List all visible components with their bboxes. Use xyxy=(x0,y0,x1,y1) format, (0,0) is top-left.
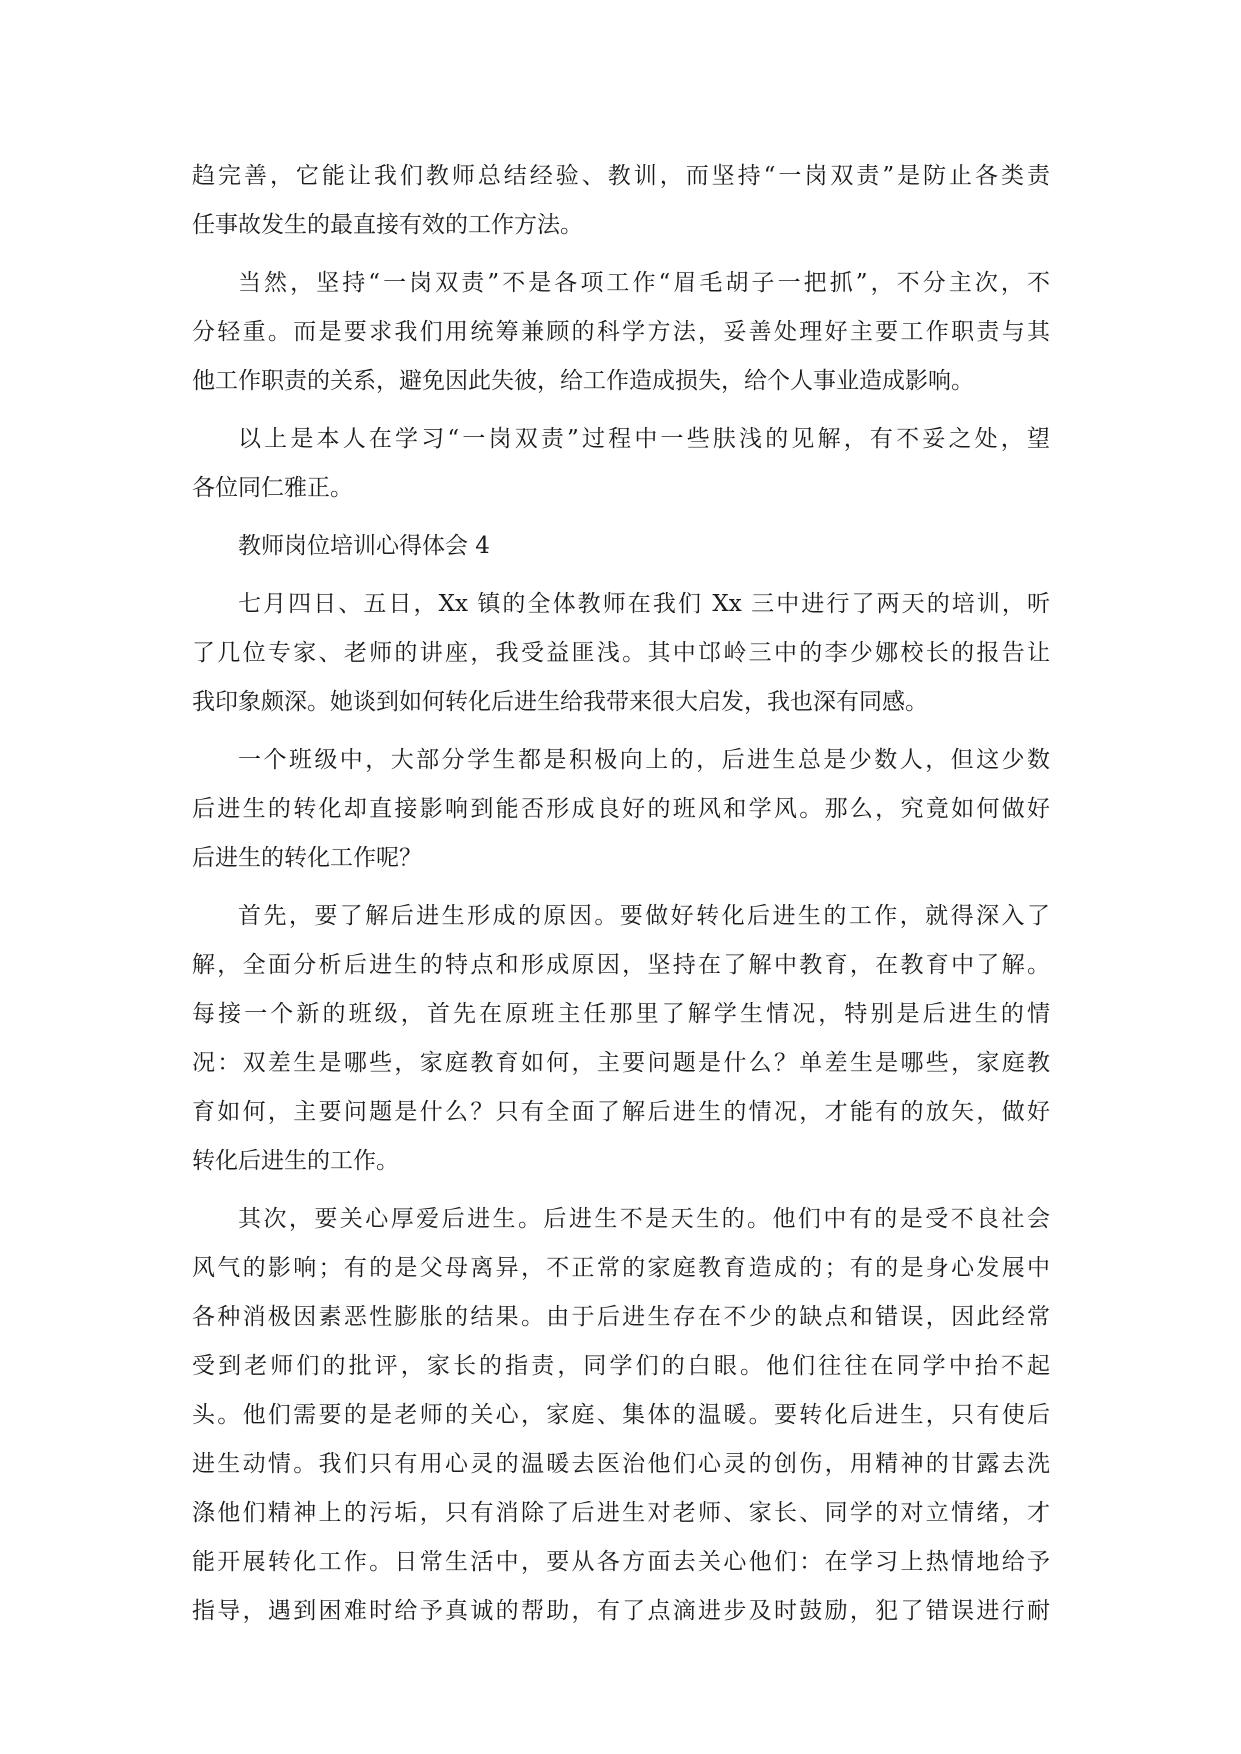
text-line: 以上是本人在学习“一岗双责”过程中一些肤浅的见解，有不妥之处，望 xyxy=(238,426,1050,452)
text-line: 能开展转化工作。日常生活中，要从各方面去关心他们：在学习上热情地给予 xyxy=(192,1549,1050,1575)
text-line: 后进生的转化却直接影响到能否形成良好的班风和学风。那么，究竟如何做好 xyxy=(192,796,1050,822)
text-line: 每接一个新的班级，首先在原班主任那里了解学生情况，特别是后进生的情 xyxy=(192,1001,1050,1027)
text-line: 解，全面分析后进生的特点和形成原因，坚持在了解中教育，在教育中了解。 xyxy=(192,952,1050,978)
text-line: 教师岗位培训心得体会 4 xyxy=(238,533,490,559)
text-line: 转化后进生的工作。 xyxy=(192,1148,399,1174)
text-line: 了几位专家、老师的讲座，我受益匪浅。其中邙岭三中的李少娜校长的报告让 xyxy=(192,640,1050,666)
text-line: 首先，要了解后进生形成的原因。要做好转化后进生的工作，就得深入了 xyxy=(238,903,1050,929)
text-line: 各种消极因素恶性膨胀的结果。由于后进生存在不少的缺点和错误，因此经常 xyxy=(192,1304,1050,1330)
text-line: 各位同仁雅正。 xyxy=(192,475,353,501)
text-line: 其次，要关心厚爱后进生。后进生不是天生的。他们中有的是受不良社会 xyxy=(238,1206,1050,1232)
text-line: 进生动情。我们只有用心灵的温暖去医治他们心灵的创伤，用精神的甘露去洗 xyxy=(192,1451,1050,1477)
text-line: 趋完善，它能让我们教师总结经验、教训，而坚持“一岗双责”是防止各类责 xyxy=(192,163,1050,189)
text-line: 当然，坚持“一岗双责”不是各项工作“眉毛胡子一把抓”，不分主次，不 xyxy=(238,270,1050,296)
text-line: 况：双差生是哪些，家庭教育如何，主要问题是什么？单差生是哪些，家庭教 xyxy=(192,1050,1050,1076)
text-line: 七月四日、五日，Xx 镇的全体教师在我们 Xx 三中进行了两天的培训，听 xyxy=(238,591,1050,617)
text-line: 任事故发生的最直接有效的工作方法。 xyxy=(192,212,583,238)
text-line: 指导，遇到困难时给予真诚的帮助，有了点滴进步及时鼓励，犯了错误进行耐 xyxy=(192,1598,1050,1624)
text-line: 涤他们精神上的污垢，只有消除了后进生对老师、家长、同学的对立情绪，才 xyxy=(192,1500,1050,1526)
text-line: 一个班级中，大部分学生都是积极向上的，后进生总是少数人，但这少数 xyxy=(238,747,1050,773)
document-body xyxy=(192,152,1050,1636)
text-line: 育如何，主要问题是什么？只有全面了解后进生的情况，才能有的放矢，做好 xyxy=(192,1099,1050,1125)
text-line: 他工作职责的关系，避免因此失彼，给工作造成损失，给个人事业造成影响。 xyxy=(192,368,974,394)
text-line: 头。他们需要的是老师的关心，家庭、集体的温暖。要转化后进生，只有使后 xyxy=(192,1402,1050,1428)
text-line: 受到老师们的批评，家长的指责，同学们的白眼。他们往往在同学中抬不起 xyxy=(192,1353,1050,1379)
text-line: 分轻重。而是要求我们用统筹兼顾的科学方法，妥善处理好主要工作职责与其 xyxy=(192,319,1050,345)
text-line: 风气的影响；有的是父母离异，不正常的家庭教育造成的；有的是身心发展中 xyxy=(192,1255,1050,1281)
text-line: 后进生的转化工作呢？ xyxy=(192,845,422,871)
text-line: 我印象颇深。她谈到如何转化后进生给我带来很大启发，我也深有同感。 xyxy=(192,689,928,715)
